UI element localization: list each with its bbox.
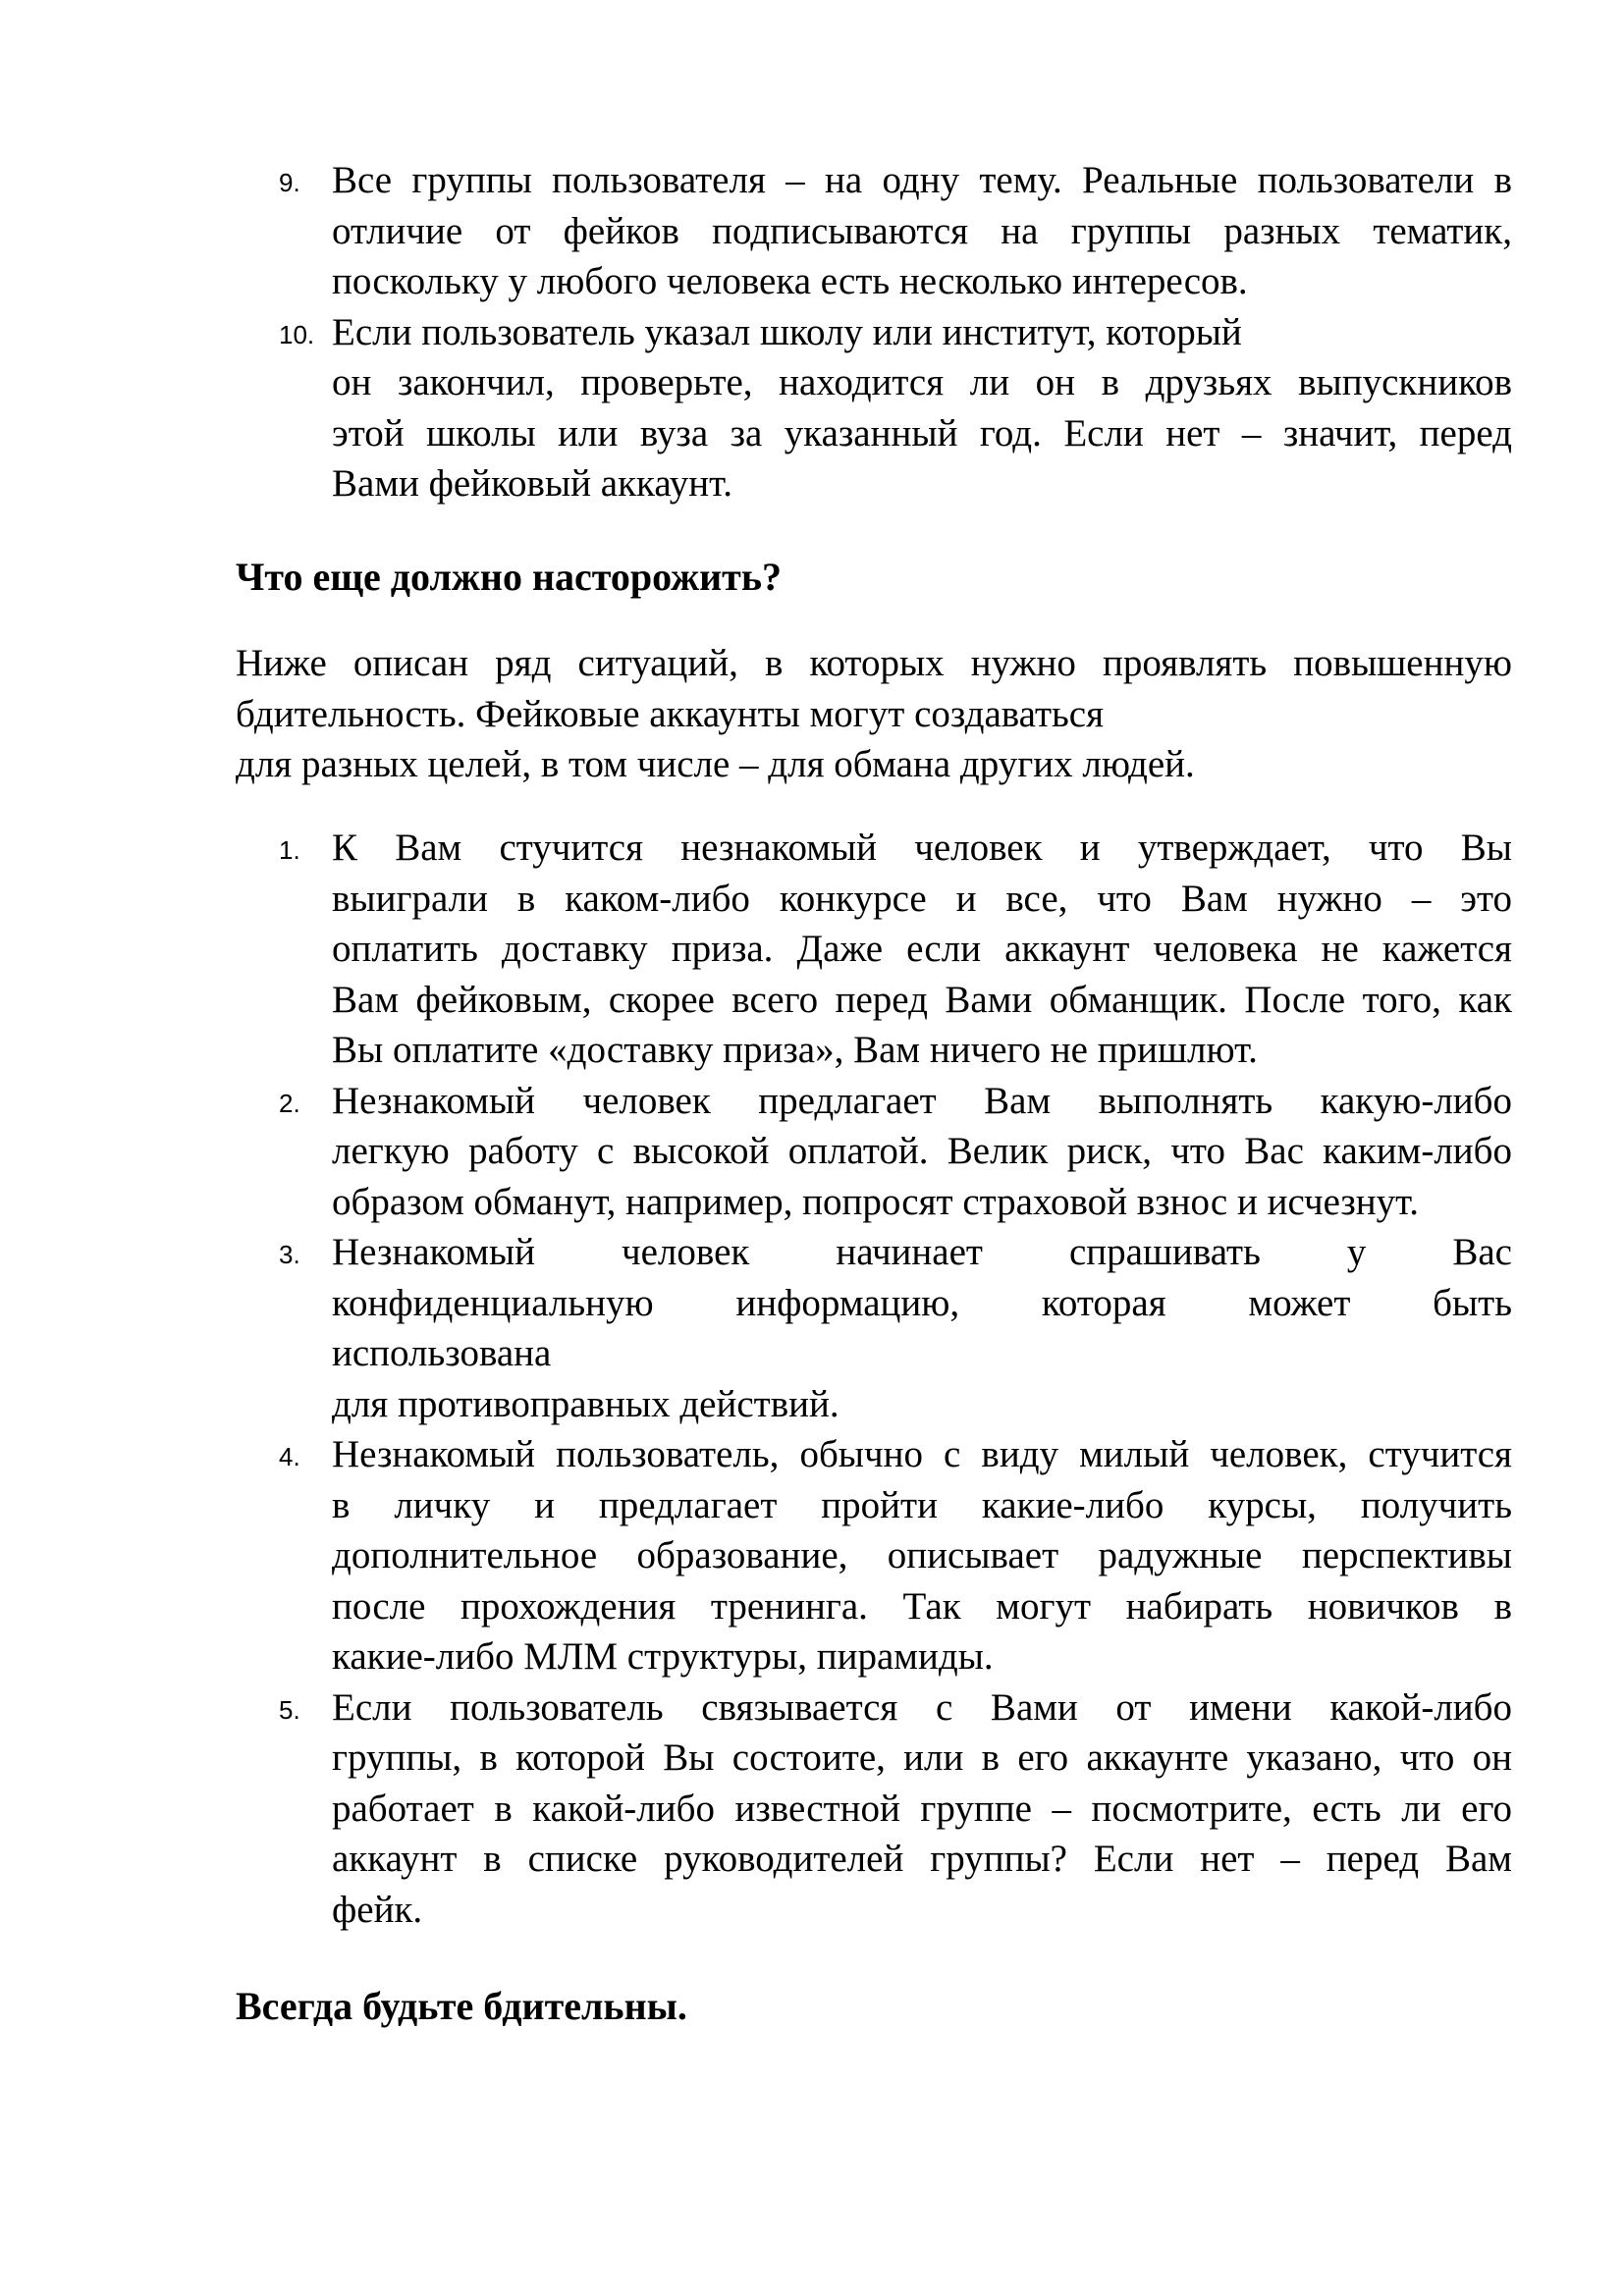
list-situations [236, 823, 1512, 1935]
text-line: бдительность. Фейковые аккаунты могут создаваться [236, 692, 1105, 735]
text-line: Вами фейковый аккаунт. [332, 462, 732, 505]
text-line: Незнакомый пользователь, обычно с виду милый человек, стучится [332, 1433, 1512, 1475]
list-number: 5. [279, 1694, 300, 1725]
text-line: какие-либо МЛМ структуры, пирамиды. [332, 1635, 994, 1678]
list-item [236, 1227, 1512, 1429]
text-line: использована [332, 1332, 552, 1374]
list-item [236, 307, 1512, 509]
intro-paragraph [236, 638, 1512, 790]
text-line: Если пользователь связывается с Вами от имени какой-либо [332, 1685, 1512, 1729]
text-line: Вам фейковым, скорее всего перед Вами обманщик. После того, как [332, 978, 1512, 1021]
text-line: фейк. [332, 1888, 423, 1931]
text-line: К Вам стучится незнакомый человек и утверждает, что Вы [332, 827, 1512, 869]
text-line: Все группы пользователя – на одну тему. Реальные пользователи в [332, 159, 1512, 201]
section-heading: Что еще должно насторожить? [236, 555, 782, 599]
text-line: работает в какой-либо известной группе – посмотрите, есть ли его [332, 1787, 1512, 1830]
list-top [236, 155, 1512, 509]
text-line: для разных целей, в том числе – для обмана других людей. [236, 743, 1195, 785]
text-line: для противоправных действий. [332, 1382, 839, 1425]
text-line: этой школы или вуза за указанный год. Если нет – значит, перед [332, 411, 1512, 454]
text-line: Вы оплатите «доставку приза», Вам ничего не пришлют. [332, 1029, 1258, 1071]
text-line: дополнительное образование, описывает радужные перспективы [332, 1534, 1512, 1576]
text-line: группы, в которой Вы состоите, или в его аккаунте указано, что он [332, 1736, 1512, 1779]
text-line: после прохождения тренинга. Так могут набирать новичков в [332, 1584, 1512, 1628]
text-line: он закончил, проверьте, находится ли он в друзьях выпускников [332, 361, 1512, 403]
text-line: Ниже описан ряд ситуаций, в которых нужно проявлять повышенную [236, 642, 1512, 684]
list-number: 2. [279, 1088, 300, 1118]
text-line: в личку и предлагает пройти какие-либо курсы, получить [332, 1483, 1512, 1526]
text-line: выиграли в каком-либо конкурсе и все, что Вам нужно – это [332, 877, 1512, 920]
list-item [236, 155, 1512, 307]
list-number: 3. [279, 1240, 300, 1269]
closing-heading: Всегда будьте бдительны. [236, 1984, 687, 2028]
list-item [236, 823, 1512, 1076]
text-line: Незнакомый человек начинает спрашивать у Вас [332, 1231, 1512, 1273]
list-number: 9. [279, 168, 300, 197]
text-line: аккаунт в списке руководителей группы? Если нет – перед Вам [332, 1838, 1512, 1880]
text-line: отличие от фейков подписываются на группы разных тематик, [332, 209, 1512, 252]
text-line: легкую работу с высокой оплатой. Велик риск, что Вас каким-либо [332, 1130, 1512, 1172]
text-line: поскольку у любого человека есть несколько интересов. [332, 260, 1248, 302]
list-number: 10. [279, 319, 315, 349]
list-number: 1. [279, 835, 300, 865]
text-line: Если пользователь указал школу или институт, который [332, 310, 1242, 353]
text-line: оплатить доставку приза. Даже если аккаунт человека не кажется [332, 928, 1512, 970]
list-item [236, 1682, 1512, 1936]
text-line: образом обманут, например, попросят страховой взнос и исчезнут. [332, 1180, 1420, 1223]
list-item [236, 1429, 1512, 1682]
text-line: конфиденциальную информацию, которая может быть [332, 1281, 1512, 1324]
list-item [236, 1076, 1512, 1228]
text-line: Незнакомый человек предлагает Вам выполнять какую-либо [332, 1079, 1512, 1122]
list-number: 4. [279, 1442, 300, 1471]
